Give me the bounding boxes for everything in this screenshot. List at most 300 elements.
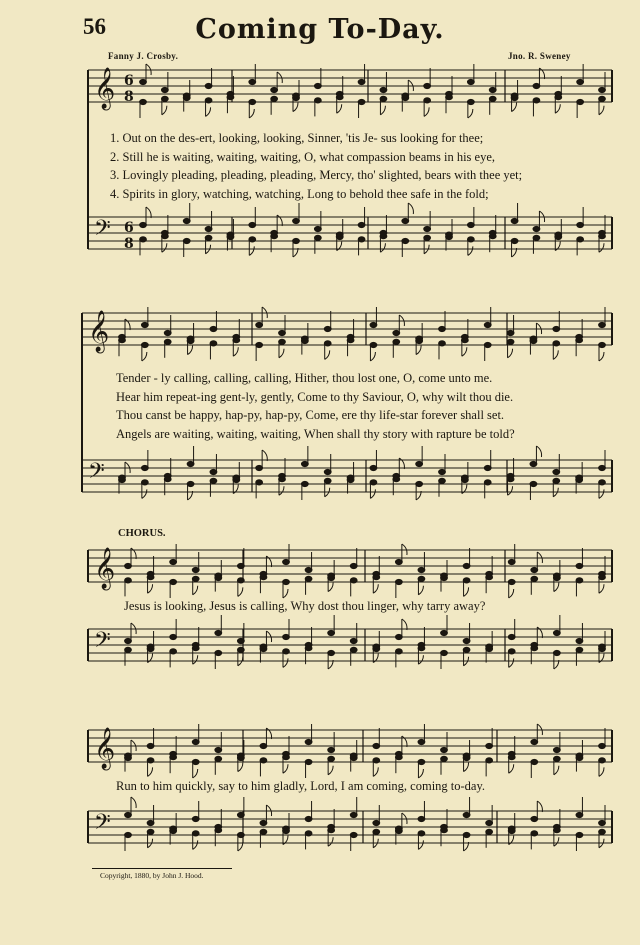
note-head: [577, 79, 584, 84]
note-head: [439, 469, 446, 474]
note-head: [553, 630, 560, 635]
note-flag: [206, 107, 211, 116]
note-head: [418, 831, 425, 836]
note-head: [463, 812, 470, 817]
note-flag: [148, 584, 153, 593]
note-flag: [238, 763, 243, 772]
time-signature-top: 6: [124, 220, 134, 236]
note-head: [511, 218, 518, 223]
note-head: [395, 634, 402, 639]
note-head: [205, 83, 212, 88]
note-head: [283, 634, 290, 639]
note-flag: [279, 486, 284, 495]
note-head: [486, 575, 493, 580]
note-flag: [599, 767, 604, 776]
note-head: [125, 578, 132, 583]
note-head: [531, 831, 538, 836]
hymn-title: Coming To-Day.: [195, 14, 445, 45]
verse-line: 2. Still he is waiting, waiting, waiting, O, what compassion beams in his eye,: [110, 149, 496, 164]
note-flag: [537, 801, 542, 812]
note-head: [249, 99, 256, 104]
note-head: [395, 826, 402, 831]
note-head: [170, 579, 177, 584]
note-head: [205, 98, 212, 103]
note-head: [314, 83, 321, 88]
note-head: [373, 644, 380, 649]
note-flag: [131, 797, 136, 808]
note-head: [486, 829, 493, 834]
note-head: [416, 481, 423, 486]
note-head: [260, 575, 267, 580]
note-head: [576, 832, 583, 837]
time-signature-bottom: 8: [124, 89, 134, 105]
note-head: [147, 575, 154, 580]
note-head: [533, 83, 540, 88]
note-head: [441, 747, 448, 752]
note-flag: [464, 587, 469, 596]
note-head: [283, 755, 290, 760]
note-head: [279, 339, 286, 344]
note-head: [424, 98, 431, 103]
note-head: [508, 826, 515, 831]
note-flag: [146, 207, 151, 218]
note-head: [380, 87, 387, 92]
note-flag: [193, 586, 198, 595]
note-head: [463, 638, 470, 643]
note-head: [260, 743, 267, 748]
note-head: [125, 638, 132, 643]
note-head: [599, 820, 606, 825]
note-head: [358, 99, 365, 104]
note-flag: [325, 350, 330, 359]
note-flag: [509, 589, 514, 598]
note-head: [170, 755, 177, 760]
note-head: [210, 469, 217, 474]
lyricist-credit: Fanny J. Crosby.: [108, 51, 179, 61]
note-head: [350, 563, 357, 568]
note-head: [599, 644, 606, 649]
note-head: [576, 647, 583, 652]
note-flag: [328, 837, 333, 846]
note-head: [577, 99, 584, 104]
note-head: [358, 79, 365, 84]
note-head: [140, 222, 147, 227]
note-head: [599, 322, 606, 327]
bass-clef-icon: 𝄢: [94, 216, 111, 246]
note-head: [141, 480, 148, 485]
note-head: [531, 739, 538, 744]
note-flag: [370, 489, 375, 498]
note-head: [576, 338, 583, 343]
treble-clef-icon: 𝄞: [94, 68, 116, 109]
note-flag: [249, 109, 254, 118]
note-head: [125, 832, 132, 837]
note-flag: [188, 346, 193, 355]
note-head: [395, 579, 402, 584]
note-head: [418, 576, 425, 581]
note-head: [533, 98, 540, 103]
note-head: [446, 95, 453, 100]
note-head: [599, 342, 606, 347]
note-head: [576, 578, 583, 583]
note-head: [373, 758, 380, 763]
composer-credit: Jno. R. Sweney: [508, 51, 571, 61]
note-head: [293, 218, 300, 223]
note-flag: [148, 767, 153, 776]
note-head: [439, 326, 446, 331]
note-flag: [418, 840, 423, 849]
note-head: [439, 341, 446, 346]
note-head: [336, 95, 343, 100]
note-head: [576, 812, 583, 817]
note-head: [192, 567, 199, 572]
note-head: [486, 758, 493, 763]
note-head: [484, 480, 491, 485]
note-head: [463, 753, 470, 758]
note-head: [370, 465, 377, 470]
note-flag: [508, 349, 513, 358]
note-head: [170, 559, 177, 564]
note-head: [237, 578, 244, 583]
note-flag: [293, 103, 298, 112]
note-head: [576, 475, 583, 480]
note-head: [305, 739, 312, 744]
note-head: [553, 650, 560, 655]
note-head: [233, 475, 240, 480]
note-head: [373, 743, 380, 748]
note-head: [599, 743, 606, 748]
note-flag: [279, 349, 284, 358]
note-head: [467, 99, 474, 104]
note-flag: [373, 767, 378, 776]
note-head: [249, 222, 256, 227]
note-flag: [233, 347, 238, 356]
note-head: [577, 237, 584, 242]
copyright-notice: Copyright, 1880, by John J. Hood.: [100, 871, 204, 880]
note-head: [301, 461, 308, 466]
note-head: [576, 638, 583, 643]
note-flag: [162, 106, 167, 115]
note-flag: [424, 107, 429, 116]
note-flag: [328, 583, 333, 592]
note-head: [486, 820, 493, 825]
bass-clef-icon: 𝄢: [94, 810, 111, 840]
note-head: [418, 816, 425, 821]
note-head: [227, 95, 234, 100]
note-head: [418, 739, 425, 744]
verse-line: Thou canst be happy, hap-py, hap-py, Come, ere thy life-star forever shall set.: [116, 408, 505, 422]
note-head: [553, 828, 560, 833]
note-head: [256, 342, 263, 347]
note-head: [279, 330, 286, 335]
note-head: [393, 477, 400, 482]
verse-line: 3. Lovingly pleading, pleading, pleading, Mercy, tho' slighted, bears with thee yet;: [110, 168, 523, 182]
note-head: [328, 747, 335, 752]
note-head: [314, 226, 321, 231]
note-head: [461, 338, 468, 343]
note-head: [531, 576, 538, 581]
note-head: [161, 96, 168, 101]
note-head: [283, 559, 290, 564]
note-head: [553, 341, 560, 346]
note-head: [305, 831, 312, 836]
note-head: [305, 646, 312, 651]
note-head: [373, 820, 380, 825]
note-head: [467, 237, 474, 242]
note-flag: [512, 103, 517, 112]
note-head: [328, 756, 335, 761]
note-head: [293, 93, 300, 98]
note-head: [439, 478, 446, 483]
note-head: [183, 238, 190, 243]
note-flag: [283, 658, 288, 667]
note-flag: [380, 243, 385, 252]
note-head: [553, 326, 560, 331]
note-head: [553, 478, 560, 483]
note-head: [147, 743, 154, 748]
note-head: [187, 461, 194, 466]
note-head: [237, 832, 244, 837]
note-head: [530, 461, 537, 466]
note-head: [486, 644, 493, 649]
note-head: [283, 649, 290, 654]
note-head: [507, 330, 514, 335]
note-head: [599, 234, 606, 239]
note-head: [395, 755, 402, 760]
note-head: [373, 575, 380, 580]
note-head: [350, 578, 357, 583]
note-flag: [370, 352, 375, 361]
note-head: [205, 235, 212, 240]
note-head: [237, 563, 244, 568]
note-head: [215, 573, 222, 578]
note-head: [205, 226, 212, 231]
note-head: [215, 650, 222, 655]
note-head: [305, 567, 312, 572]
note-head: [467, 79, 474, 84]
note-flag: [238, 587, 243, 596]
note-flag: [402, 619, 407, 630]
note-flag: [599, 489, 604, 498]
note-flag: [462, 347, 467, 356]
note-head: [170, 826, 177, 831]
note-head: [140, 237, 147, 242]
note-head: [350, 647, 357, 652]
note-head: [227, 232, 234, 237]
note-head: [599, 480, 606, 485]
note-head: [260, 644, 267, 649]
note-flag: [599, 352, 604, 361]
note-head: [192, 759, 199, 764]
note-head: [183, 218, 190, 223]
note-head: [301, 481, 308, 486]
note-head: [271, 234, 278, 239]
note-head: [260, 820, 267, 825]
bass-clef-icon: 𝄢: [94, 628, 111, 658]
note-flag: [249, 246, 254, 255]
note-head: [350, 753, 357, 758]
note-head: [599, 87, 606, 92]
note-head: [119, 338, 126, 343]
note-head: [555, 95, 562, 100]
note-head: [210, 341, 217, 346]
note-head: [553, 747, 560, 752]
note-head: [256, 480, 263, 485]
verse-line: Hear him repeat-ing gent-ly, gently, Come to thy Saviour, O, why wilt thou die.: [116, 389, 514, 404]
note-head: [463, 578, 470, 583]
note-head: [141, 465, 148, 470]
note-head: [187, 336, 194, 341]
note-head: [125, 647, 132, 652]
note-head: [484, 465, 491, 470]
note-head: [416, 461, 423, 466]
note-head: [210, 326, 217, 331]
note-head: [164, 339, 171, 344]
note-head: [164, 477, 171, 482]
note-head: [210, 478, 217, 483]
note-head: [192, 739, 199, 744]
note-head: [233, 338, 240, 343]
note-head: [511, 93, 518, 98]
note-head: [418, 759, 425, 764]
note-head: [183, 93, 190, 98]
note-head: [293, 238, 300, 243]
note-head: [599, 758, 606, 763]
note-head: [424, 235, 431, 240]
note-head: [599, 96, 606, 101]
note-head: [441, 828, 448, 833]
treble-clef-icon: 𝄞: [94, 728, 116, 769]
verse-line: 4. Spirits in glory, watching, watching, Long to behold thee safe in the fold;: [110, 186, 489, 201]
note-head: [237, 647, 244, 652]
note-head: [441, 573, 448, 578]
bass-clef-icon: 𝄢: [88, 459, 105, 489]
note-head: [328, 828, 335, 833]
note-flag: [416, 346, 421, 355]
note-head: [489, 234, 496, 239]
note-head: [507, 477, 514, 482]
note-head: [599, 829, 606, 834]
note-head: [463, 647, 470, 652]
note-flag: [554, 766, 559, 775]
note-head: [328, 650, 335, 655]
note-flag: [328, 766, 333, 775]
note-head: [140, 99, 147, 104]
note-head: [237, 812, 244, 817]
note-flag: [599, 106, 604, 115]
note-flag: [464, 763, 469, 772]
note-head: [125, 753, 132, 758]
note-head: [424, 226, 431, 231]
note-head: [305, 759, 312, 764]
note-head: [599, 575, 606, 580]
note-head: [324, 341, 331, 346]
note-head: [553, 469, 560, 474]
note-flag: [418, 586, 423, 595]
note-head: [380, 96, 387, 101]
note-head: [164, 330, 171, 335]
note-head: [553, 756, 560, 761]
note-head: [192, 816, 199, 821]
note-head: [147, 820, 154, 825]
note-head: [508, 579, 515, 584]
note-head: [347, 475, 354, 480]
note-flag: [553, 350, 558, 359]
note-flag: [554, 583, 559, 592]
note-head: [395, 649, 402, 654]
verse-line: Angels are waiting, waiting, waiting, When shall thy story with rapture be told?: [116, 426, 515, 441]
note-head: [170, 649, 177, 654]
note-flag: [142, 489, 147, 498]
note-head: [187, 481, 194, 486]
note-head: [314, 235, 321, 240]
note-head: [314, 98, 321, 103]
note-flag: [193, 840, 198, 849]
note-head: [215, 828, 222, 833]
note-head: [249, 79, 256, 84]
note-head: [507, 339, 514, 344]
note-head: [125, 563, 132, 568]
note-head: [446, 232, 453, 237]
note-head: [328, 573, 335, 578]
note-head: [249, 237, 256, 242]
note-head: [576, 753, 583, 758]
note-head: [531, 816, 538, 821]
note-head: [531, 646, 538, 651]
note-head: [402, 238, 409, 243]
note-head: [358, 222, 365, 227]
note-head: [508, 755, 515, 760]
note-head: [380, 234, 387, 239]
note-head: [461, 475, 468, 480]
note-head: [416, 336, 423, 341]
note-head: [192, 831, 199, 836]
note-head: [531, 567, 538, 572]
note-head: [577, 222, 584, 227]
note-head: [463, 832, 470, 837]
note-head: [393, 330, 400, 335]
note-flag: [193, 655, 198, 664]
note-head: [192, 576, 199, 581]
note-head: [324, 478, 331, 483]
note-flag: [142, 352, 147, 361]
chorus-label: CHORUS.: [118, 528, 166, 539]
note-flag: [468, 246, 473, 255]
note-flag: [599, 243, 604, 252]
note-head: [305, 816, 312, 821]
note-head: [531, 759, 538, 764]
note-head: [347, 338, 354, 343]
note-head: [237, 753, 244, 758]
note-flag: [162, 243, 167, 252]
note-head: [441, 650, 448, 655]
note-head: [215, 630, 222, 635]
note-head: [141, 342, 148, 347]
note-flag: [418, 655, 423, 664]
note-head: [508, 634, 515, 639]
note-head: [141, 322, 148, 327]
note-head: [508, 559, 515, 564]
note-flag: [373, 584, 378, 593]
note-flag: [536, 446, 541, 457]
note-flag: [468, 109, 473, 118]
note-head: [215, 747, 222, 752]
note-head: [533, 226, 540, 231]
note-head: [489, 96, 496, 101]
note-head: [370, 322, 377, 327]
note-flag: [599, 584, 604, 593]
chorus-line-2: Run to him quickly, say to him gladly, Lord, I am coming, coming to-day.: [116, 779, 486, 793]
